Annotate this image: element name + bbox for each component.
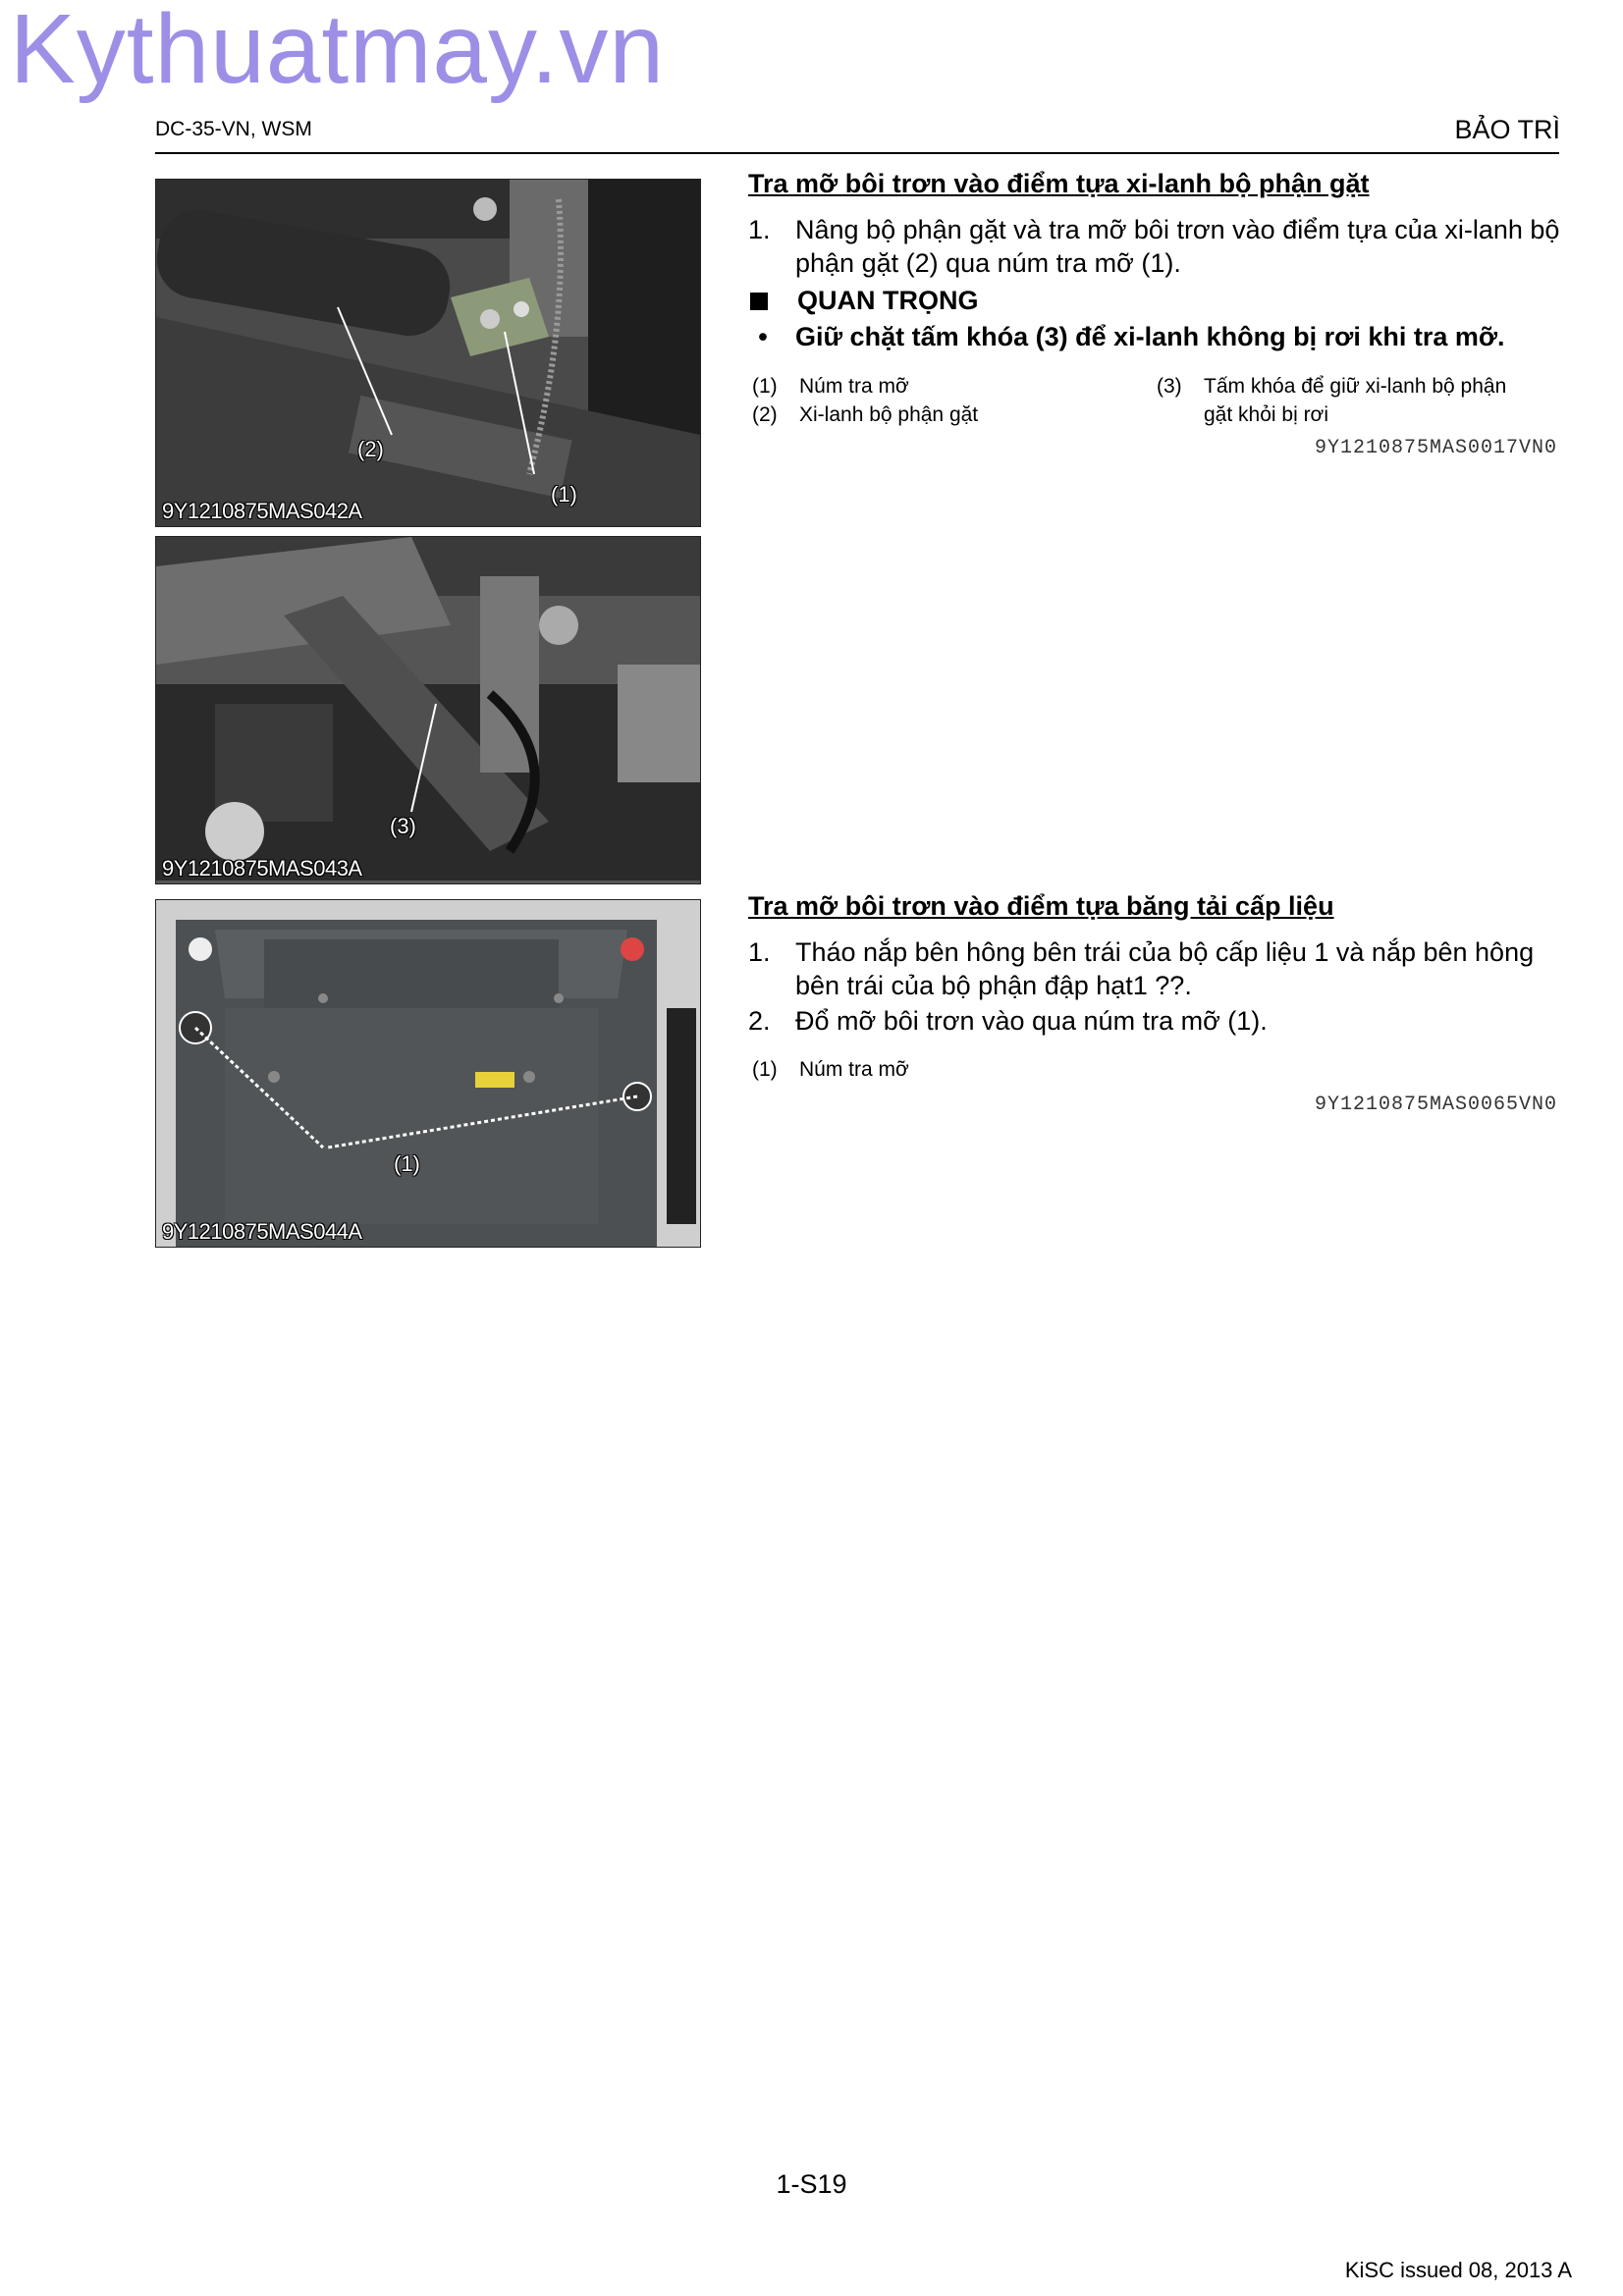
photo-code: 9Y1210875MAS044A xyxy=(162,1219,362,1244)
legend-text: Núm tra mỡ xyxy=(799,375,909,398)
photo-code: 9Y1210875MAS043A xyxy=(162,856,362,881)
callout-1: (1) xyxy=(551,482,577,507)
legend-text: Xi-lanh bộ phận gặt xyxy=(799,403,979,426)
step-text: Đổ mỡ bôi trơn vào qua núm tra mỡ (1). xyxy=(795,1006,1268,1036)
legend-text: Tấm khóa để giữ xi-lanh bộ phận gặt khỏi bị rơi xyxy=(1204,375,1507,426)
legend-num: (3) xyxy=(1157,375,1182,398)
legend-num: (1) xyxy=(752,375,778,398)
watermark: Kythuatmay.vn xyxy=(10,0,666,104)
legend-item xyxy=(748,400,1153,429)
important-heading xyxy=(748,286,1563,316)
step-number: 1. xyxy=(748,937,771,967)
photo-3-illustration xyxy=(156,900,700,1247)
legend xyxy=(748,372,1563,429)
photo-cylinder-grease-nipple xyxy=(155,179,701,527)
square-bullet-icon xyxy=(750,293,768,310)
step-text: Nâng bộ phận gặt và tra mỡ bôi trơn vào điểm tựa của xi-lanh bộ phận gặt (2) qua núm tra mỡ (1). xyxy=(795,215,1560,278)
reference-code: 9Y1210875MAS0017VN0 xyxy=(1314,437,1557,459)
header-model: DC-35-VN, WSM xyxy=(155,118,312,140)
important-bullet xyxy=(748,322,1563,352)
section-title: Tra mỡ bôi trơn vào điểm tựa băng tải cấp liệu xyxy=(748,891,1334,921)
photo-1-illustration xyxy=(156,180,700,526)
photo-feeder-conveyor xyxy=(155,899,701,1248)
step-item xyxy=(748,935,1563,1002)
callout-2: (2) xyxy=(357,437,384,461)
header-rule xyxy=(155,152,1559,154)
legend-item xyxy=(1153,372,1563,429)
important-label: QUAN TRỌNG xyxy=(797,286,979,315)
important-text: Giữ chặt tấm khóa (3) để xi-lanh không bị rơi khi tra mỡ. xyxy=(795,322,1505,351)
section-conveyor-lubrication xyxy=(748,891,1563,1116)
step-item xyxy=(748,213,1563,280)
step-number: 2. xyxy=(748,1006,771,1036)
legend-text: Núm tra mỡ xyxy=(799,1058,909,1081)
legend-item xyxy=(748,372,1153,400)
reference-code: 9Y1210875MAS0065VN0 xyxy=(1314,1094,1557,1116)
photo-2-illustration xyxy=(156,537,700,883)
legend xyxy=(748,1055,1563,1084)
bullet-dot-icon: • xyxy=(758,322,768,351)
legend-item xyxy=(748,1055,1563,1084)
page-number: 1-S19 xyxy=(776,2169,847,2199)
issue-note: KiSC issued 08, 2013 A xyxy=(1344,2258,1572,2282)
header-section: BẢO TRÌ xyxy=(1454,115,1560,144)
section-title: Tra mỡ bôi trơn vào điểm tựa xi-lanh bộ phận gặt xyxy=(748,169,1370,198)
step-item xyxy=(748,1004,1563,1038)
section-cylinder-lubrication xyxy=(748,169,1563,459)
step-text: Tháo nắp bên hông bên trái của bộ cấp liệu 1 và nắp bên hông bên trái của bộ phận đập hạt1 ??. xyxy=(795,937,1535,1000)
photo-lock-plate xyxy=(155,536,701,884)
callout-1: (1) xyxy=(394,1151,420,1176)
legend-num: (1) xyxy=(752,1058,778,1081)
photo-code: 9Y1210875MAS042A xyxy=(162,499,362,523)
callout-3: (3) xyxy=(390,814,416,838)
legend-num: (2) xyxy=(752,403,778,426)
step-number: 1. xyxy=(748,215,771,244)
